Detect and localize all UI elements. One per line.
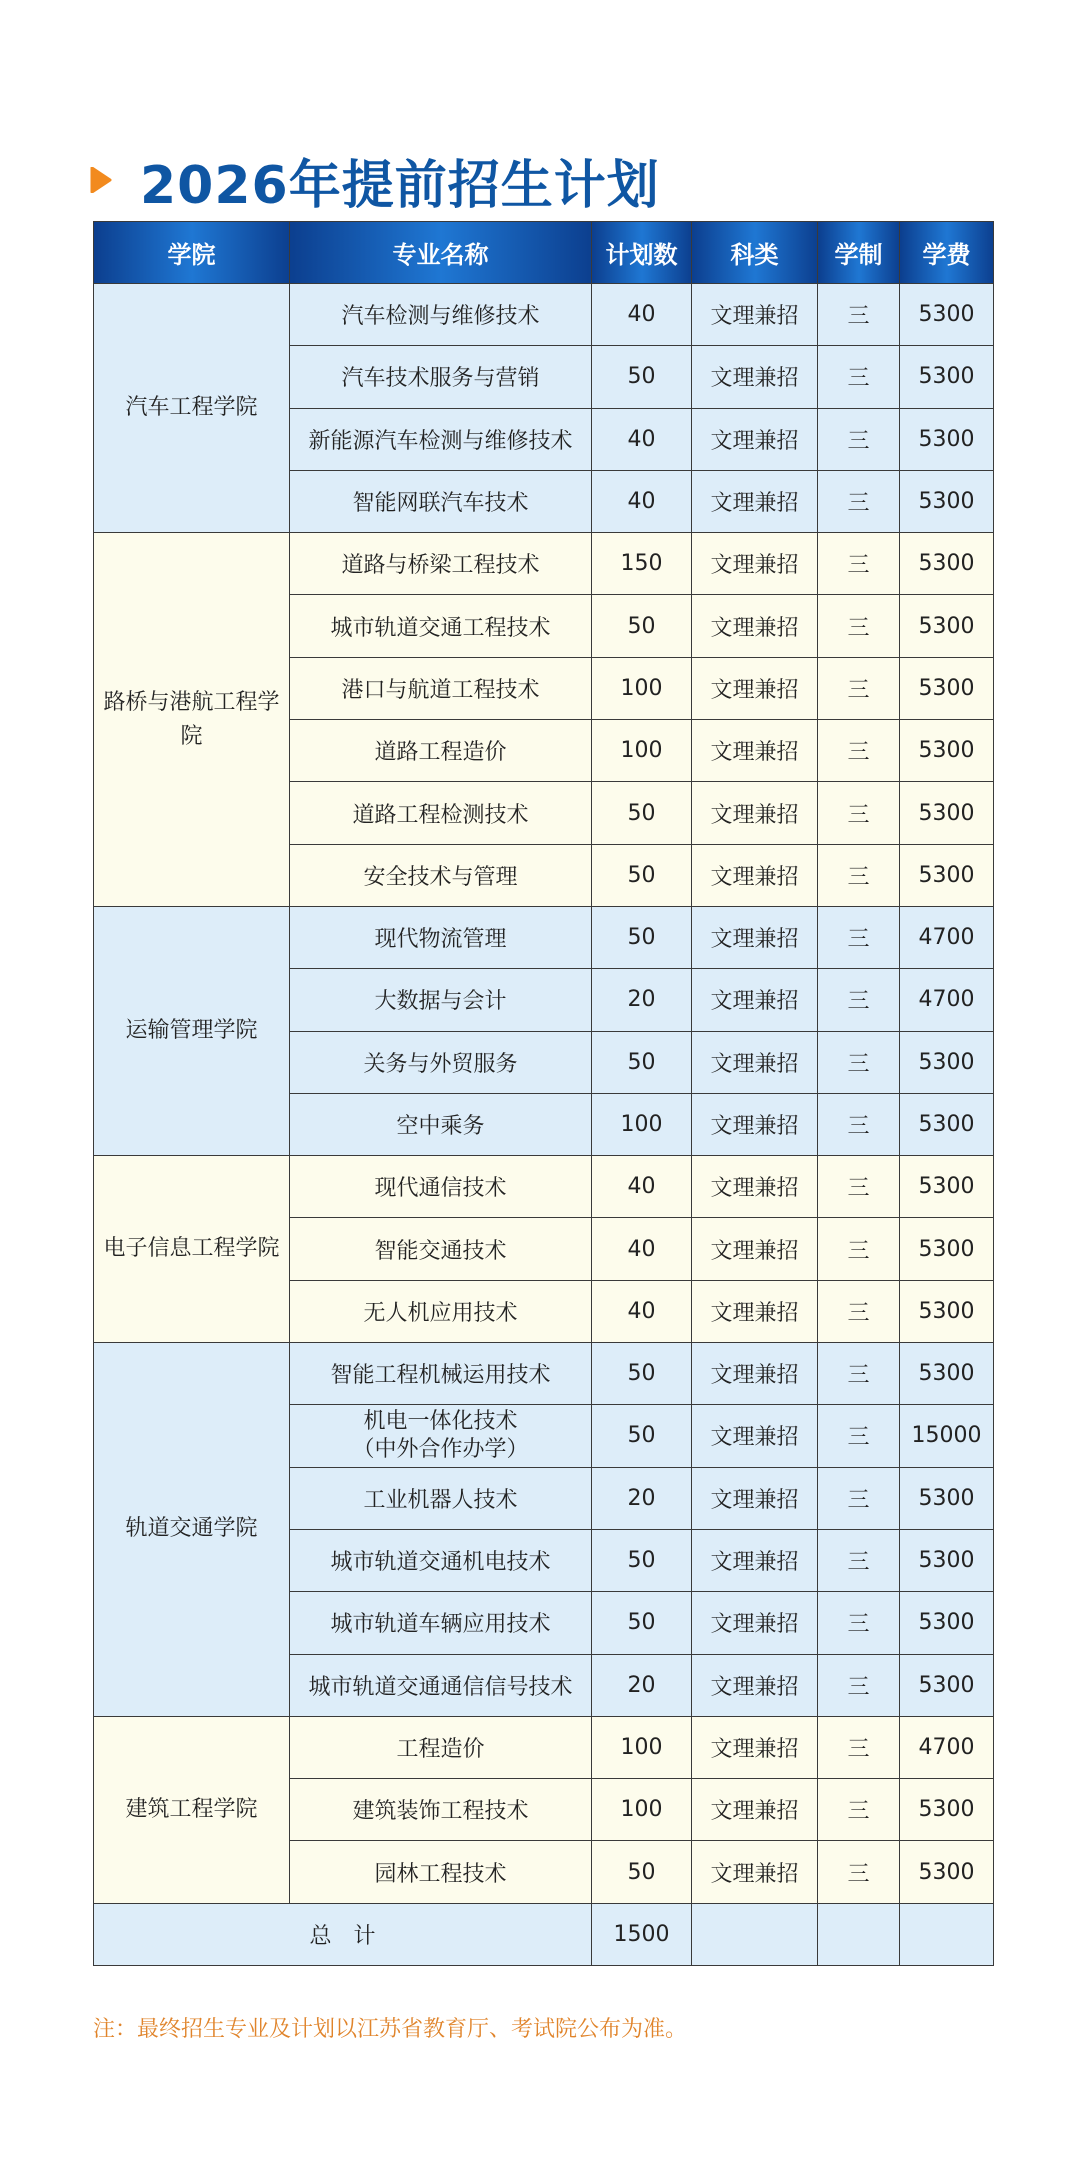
major-cell: 现代物流管理: [290, 906, 592, 968]
count-cell: 50: [592, 906, 692, 968]
category-cell: 文理兼招: [692, 906, 818, 968]
table-row: [94, 284, 994, 346]
years-cell: 三: [818, 720, 900, 782]
count-cell: 50: [592, 346, 692, 408]
count-cell: 40: [592, 284, 692, 346]
header-major: 专业名称: [290, 222, 592, 284]
category-cell: 文理兼招: [692, 1841, 818, 1903]
count-cell: 20: [592, 1467, 692, 1529]
fee-cell: 5300: [900, 1779, 994, 1841]
count-cell: 100: [592, 1779, 692, 1841]
title-row: [90, 148, 660, 216]
total-empty-cell: [818, 1903, 900, 1965]
years-cell: 三: [818, 1093, 900, 1155]
years-cell: 三: [818, 346, 900, 408]
total-count: 1500: [592, 1903, 692, 1965]
years-cell: 三: [818, 595, 900, 657]
category-cell: 文理兼招: [692, 1093, 818, 1155]
major-cell: [290, 1405, 592, 1467]
category-cell: 文理兼招: [692, 1529, 818, 1591]
major-cell: 道路工程造价: [290, 720, 592, 782]
table-row: [94, 906, 994, 968]
major-cell: 新能源汽车检测与维修技术: [290, 408, 592, 470]
fee-cell: 5300: [900, 1280, 994, 1342]
fee-cell: 5300: [900, 782, 994, 844]
major-cell: 大数据与会计: [290, 969, 592, 1031]
major-cell: 道路与桥梁工程技术: [290, 533, 592, 595]
years-cell: 三: [818, 1716, 900, 1778]
category-cell: 文理兼招: [692, 1654, 818, 1716]
table-row: [94, 1343, 994, 1405]
fee-cell: 5300: [900, 470, 994, 532]
total-empty-cell: [692, 1903, 818, 1965]
years-cell: 三: [818, 1779, 900, 1841]
years-cell: 三: [818, 1343, 900, 1405]
fee-cell: 5300: [900, 1841, 994, 1903]
category-cell: 文理兼招: [692, 1405, 818, 1467]
count-cell: 50: [592, 1592, 692, 1654]
years-cell: 三: [818, 470, 900, 532]
major-cell: 城市轨道交通工程技术: [290, 595, 592, 657]
header-years: 学制: [818, 222, 900, 284]
years-cell: 三: [818, 408, 900, 470]
major-cell: 智能工程机械运用技术: [290, 1343, 592, 1405]
major-cell: 城市轨道交通通信信号技术: [290, 1654, 592, 1716]
table-header-row: [94, 222, 994, 284]
years-cell: 三: [818, 1156, 900, 1218]
fee-cell: 5300: [900, 408, 994, 470]
college-cell: 运输管理学院: [94, 906, 290, 1155]
category-cell: 文理兼招: [692, 720, 818, 782]
major-cell: 园林工程技术: [290, 1841, 592, 1903]
category-cell: 文理兼招: [692, 844, 818, 906]
fee-cell: 5300: [900, 1592, 994, 1654]
years-cell: 三: [818, 1405, 900, 1467]
header-fee: 学费: [900, 222, 994, 284]
major-cell: 工程造价: [290, 1716, 592, 1778]
college-cell: 路桥与港航工程学院: [94, 533, 290, 907]
fee-cell: 5300: [900, 1343, 994, 1405]
fee-cell: 5300: [900, 657, 994, 719]
category-cell: 文理兼招: [692, 1031, 818, 1093]
fee-cell: 4700: [900, 906, 994, 968]
fee-cell: 5300: [900, 284, 994, 346]
count-cell: 100: [592, 720, 692, 782]
years-cell: 三: [818, 969, 900, 1031]
count-cell: 40: [592, 1218, 692, 1280]
years-cell: 三: [818, 1280, 900, 1342]
count-cell: 40: [592, 408, 692, 470]
major-cell: 汽车技术服务与营销: [290, 346, 592, 408]
years-cell: 三: [818, 906, 900, 968]
major-cell: 现代通信技术: [290, 1156, 592, 1218]
major-cell: 建筑装饰工程技术: [290, 1779, 592, 1841]
major-cell: 空中乘务: [290, 1093, 592, 1155]
category-cell: 文理兼招: [692, 595, 818, 657]
fee-cell: 4700: [900, 1716, 994, 1778]
major-cell: 道路工程检测技术: [290, 782, 592, 844]
category-cell: 文理兼招: [692, 533, 818, 595]
fee-cell: 5300: [900, 533, 994, 595]
years-cell: 三: [818, 1841, 900, 1903]
years-cell: 三: [818, 284, 900, 346]
fee-cell: 5300: [900, 1031, 994, 1093]
years-cell: 三: [818, 1218, 900, 1280]
fee-cell: 5300: [900, 1467, 994, 1529]
category-cell: 文理兼招: [692, 1592, 818, 1654]
count-cell: 100: [592, 1093, 692, 1155]
table-row: [94, 1716, 994, 1778]
header-count: 计划数: [592, 222, 692, 284]
count-cell: 20: [592, 969, 692, 1031]
years-cell: 三: [818, 1592, 900, 1654]
major-cell: 智能交通技术: [290, 1218, 592, 1280]
fee-cell: 5300: [900, 595, 994, 657]
category-cell: 文理兼招: [692, 1779, 818, 1841]
count-cell: 50: [592, 1343, 692, 1405]
count-cell: 50: [592, 1841, 692, 1903]
major-cell: 港口与航道工程技术: [290, 657, 592, 719]
category-cell: 文理兼招: [692, 657, 818, 719]
fee-cell: 5300: [900, 1529, 994, 1591]
years-cell: 三: [818, 1031, 900, 1093]
table-row: [94, 1156, 994, 1218]
count-cell: 40: [592, 1280, 692, 1342]
category-cell: 文理兼招: [692, 1156, 818, 1218]
major-cell: 城市轨道交通机电技术: [290, 1529, 592, 1591]
category-cell: 文理兼招: [692, 408, 818, 470]
count-cell: 50: [592, 1031, 692, 1093]
total-row: [94, 1903, 994, 1965]
count-cell: 50: [592, 1405, 692, 1467]
table-body: [94, 284, 994, 1966]
major-cell: 安全技术与管理: [290, 844, 592, 906]
category-cell: 文理兼招: [692, 1280, 818, 1342]
college-cell: 建筑工程学院: [94, 1716, 290, 1903]
category-cell: 文理兼招: [692, 1218, 818, 1280]
count-cell: 50: [592, 782, 692, 844]
major-note: （中外合作办学）: [352, 1436, 529, 1462]
page-title: 2026年提前招生计划: [140, 155, 660, 216]
years-cell: 三: [818, 657, 900, 719]
fee-cell: 5300: [900, 1093, 994, 1155]
header-category: 科类: [692, 222, 818, 284]
years-cell: 三: [818, 1654, 900, 1716]
major-cell: 无人机应用技术: [290, 1280, 592, 1342]
fee-cell: 5300: [900, 1654, 994, 1716]
fee-cell: 15000: [900, 1405, 994, 1467]
enrollment-plan-table: [93, 221, 994, 1966]
count-cell: 50: [592, 595, 692, 657]
category-cell: 文理兼招: [692, 1716, 818, 1778]
college-cell: 轨道交通学院: [94, 1343, 290, 1717]
category-cell: 文理兼招: [692, 346, 818, 408]
category-cell: 文理兼招: [692, 1467, 818, 1529]
years-cell: 三: [818, 782, 900, 844]
total-empty-cell: [900, 1903, 994, 1965]
category-cell: 文理兼招: [692, 470, 818, 532]
major-cell: 关务与外贸服务: [290, 1031, 592, 1093]
table-row: [94, 533, 994, 595]
count-cell: 40: [592, 470, 692, 532]
years-cell: 三: [818, 1529, 900, 1591]
major-cell: 智能网联汽车技术: [290, 470, 592, 532]
count-cell: 100: [592, 657, 692, 719]
category-cell: 文理兼招: [692, 1343, 818, 1405]
fee-cell: 4700: [900, 969, 994, 1031]
fee-cell: 5300: [900, 1218, 994, 1280]
total-label: 总 计: [94, 1903, 592, 1965]
major-cell: 工业机器人技术: [290, 1467, 592, 1529]
years-cell: 三: [818, 844, 900, 906]
fee-cell: 5300: [900, 346, 994, 408]
category-cell: 文理兼招: [692, 969, 818, 1031]
major-name: 机电一体化技术: [363, 1408, 518, 1434]
years-cell: 三: [818, 533, 900, 595]
years-cell: 三: [818, 1467, 900, 1529]
fee-cell: 5300: [900, 844, 994, 906]
major-cell: 城市轨道车辆应用技术: [290, 1592, 592, 1654]
arrow-marker-icon: [90, 166, 116, 194]
count-cell: 100: [592, 1716, 692, 1778]
count-cell: 40: [592, 1156, 692, 1218]
major-cell: 汽车检测与维修技术: [290, 284, 592, 346]
count-cell: 50: [592, 1529, 692, 1591]
fee-cell: 5300: [900, 1156, 994, 1218]
count-cell: 150: [592, 533, 692, 595]
college-cell: 电子信息工程学院: [94, 1156, 290, 1343]
category-cell: 文理兼招: [692, 782, 818, 844]
fee-cell: 5300: [900, 720, 994, 782]
college-cell: 汽车工程学院: [94, 284, 290, 533]
footnote: 注：最终招生专业及计划以江苏省教育厅、考试院公布为准。: [93, 2017, 688, 2042]
count-cell: 20: [592, 1654, 692, 1716]
count-cell: 50: [592, 844, 692, 906]
category-cell: 文理兼招: [692, 284, 818, 346]
header-college: 学院: [94, 222, 290, 284]
